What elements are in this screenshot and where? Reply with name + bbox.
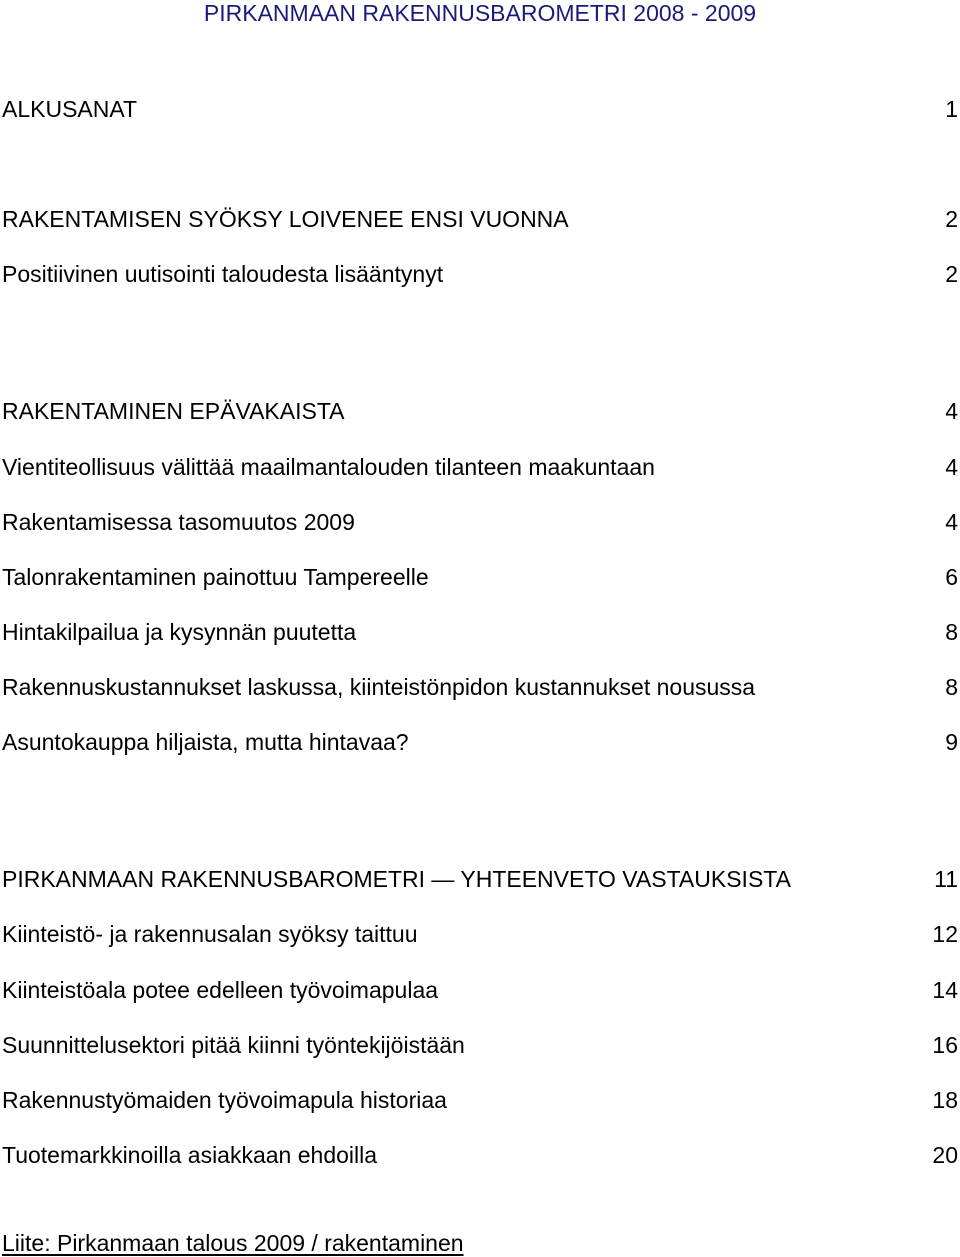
toc-entry-page: 6: [945, 564, 958, 590]
toc-entry-page: 8: [945, 619, 958, 645]
toc-entry[interactable]: [2, 1141, 958, 1169]
toc-entry[interactable]: [2, 95, 958, 123]
toc-entry-label: RAKENTAMISEN SYÖKSY LOIVENEE ENSI VUONNA: [2, 206, 569, 232]
toc-entry[interactable]: [2, 920, 958, 948]
toc-entry[interactable]: [2, 976, 958, 1004]
toc-entry-label: Suunnittelusektori pitää kiinni työntekijöistään: [2, 1032, 465, 1058]
toc-entry-label: Hintakilpailua ja kysynnän puutetta: [2, 619, 357, 645]
document-title: PIRKANMAAN RAKENNUSBAROMETRI 2008 - 2009: [203, 0, 757, 26]
toc-entry[interactable]: [2, 453, 958, 481]
toc-entry[interactable]: [2, 260, 958, 288]
appendix-title: Liite: Pirkanmaan talous 2009 / rakentaminen: [2, 1230, 464, 1256]
toc-entry-label: Positiivinen uutisointi taloudesta lisääntynyt: [2, 261, 444, 287]
toc-entry[interactable]: [2, 865, 958, 893]
toc-entry-page: 11: [934, 866, 958, 892]
toc-entry[interactable]: [2, 1031, 958, 1059]
toc-entry-page: 14: [932, 977, 958, 1003]
toc-entry-page: 4: [945, 509, 958, 535]
toc-entry[interactable]: [2, 1086, 958, 1114]
toc-entry[interactable]: [2, 618, 958, 646]
toc-entry[interactable]: [2, 508, 958, 536]
toc-entry-page: 20: [932, 1142, 958, 1168]
toc-entry-page: 1: [945, 96, 958, 122]
toc-entry[interactable]: [2, 205, 958, 233]
toc-entry-label: PIRKANMAAN RAKENNUSBAROMETRI — YHTEENVETO VASTAUKSISTA: [2, 866, 791, 892]
toc-entry-label: Rakennustyömaiden työvoimapula historiaa: [2, 1087, 447, 1113]
toc-entry-page: 2: [945, 206, 958, 232]
toc-entry[interactable]: [2, 673, 958, 701]
toc-entry-label: Talonrakentaminen painottuu Tampereelle: [2, 564, 429, 590]
toc-entry-label: Asuntokauppa hiljaista, mutta hintavaa?: [2, 729, 409, 755]
toc-entry-page: 4: [945, 398, 958, 424]
toc-entry-label: Rakentamisessa tasomuutos 2009: [2, 509, 355, 535]
toc-entry-page: 8: [945, 674, 958, 700]
toc-entry-label: Kiinteistö- ja rakennusalan syöksy taittuu: [2, 921, 418, 947]
toc-entry-page: 9: [945, 729, 958, 755]
toc-entry-page: 18: [932, 1087, 958, 1113]
toc-entry-page: 16: [932, 1032, 958, 1058]
toc-entry[interactable]: [2, 397, 958, 425]
toc-entry-label: RAKENTAMINEN EPÄVAKAISTA: [2, 398, 345, 424]
toc-entry-label: Kiinteistöala potee edelleen työvoimapulaa: [2, 977, 439, 1003]
toc-entry-page: 4: [945, 454, 958, 480]
toc-entry-label: Tuotemarkkinoilla asiakkaan ehdoilla: [2, 1142, 378, 1168]
toc-entry-page: 12: [932, 921, 958, 947]
toc-entry-label: Rakennuskustannukset laskussa, kiinteistönpidon kustannukset nousussa: [2, 674, 756, 700]
toc-entry[interactable]: [2, 728, 958, 756]
toc-entry-label: ALKUSANAT: [2, 96, 138, 122]
toc-entry-page: 2: [945, 261, 958, 287]
toc-entry[interactable]: [2, 563, 958, 591]
toc-entry-label: Vientiteollisuus välittää maailmantalouden tilanteen maakuntaan: [2, 454, 655, 480]
